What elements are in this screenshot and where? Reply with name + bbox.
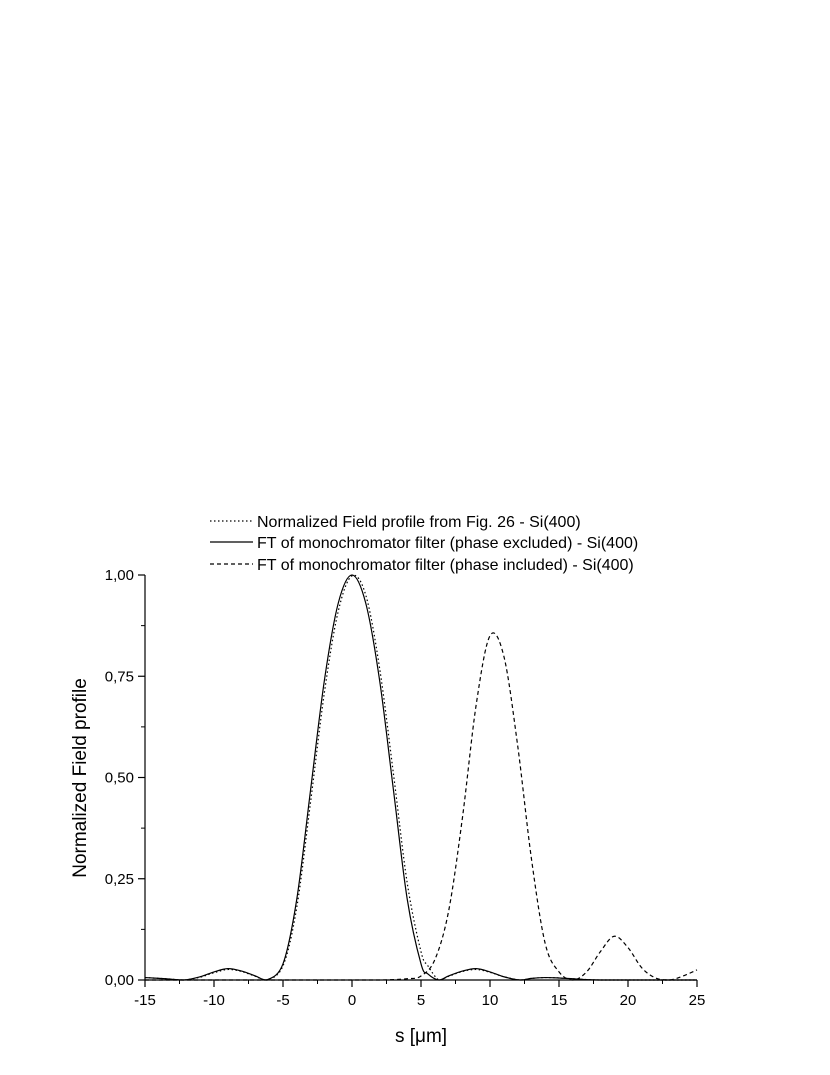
- x-tick-label: 10: [481, 992, 499, 1009]
- y-tick-label: 0,25: [104, 870, 134, 888]
- series-field-profile-line: [145, 575, 697, 980]
- y-tick-label: 1,00: [104, 567, 134, 584]
- x-tick-label: -10: [203, 992, 225, 1009]
- y-tick-label: 0,75: [104, 668, 134, 686]
- x-tick-label: 5: [416, 992, 426, 1009]
- y-tick-label: 0,50: [104, 769, 134, 787]
- series-group: [145, 575, 697, 980]
- legend: [210, 514, 638, 574]
- x-tick-label: 0: [347, 992, 357, 1009]
- legend-label-phase-excluded: FT of monochromator filter (phase excluded) - Si(400): [257, 535, 639, 552]
- series-phase-included-line: [145, 633, 697, 980]
- legend-label-phase-included: FT of monochromator filter (phase included) - Si(400): [257, 557, 634, 574]
- x-tick-label: -15: [134, 992, 156, 1009]
- series-phase-excluded-line: [145, 575, 697, 980]
- x-axis-label: s [μm]: [394, 1026, 448, 1047]
- y-tick-label: 0,00: [104, 972, 134, 989]
- x-tick-label: 15: [550, 992, 568, 1009]
- x-ticks: [134, 980, 705, 1009]
- legend-label-field-profile: Normalized Field profile from Fig. 26 - Si(400): [257, 514, 581, 531]
- x-tick-label: 20: [619, 992, 637, 1009]
- x-tick-label: 25: [688, 992, 706, 1009]
- y-ticks: [105, 567, 145, 989]
- y-axis-label: Normalized Field profile: [70, 678, 91, 878]
- x-tick-label: -5: [276, 992, 290, 1009]
